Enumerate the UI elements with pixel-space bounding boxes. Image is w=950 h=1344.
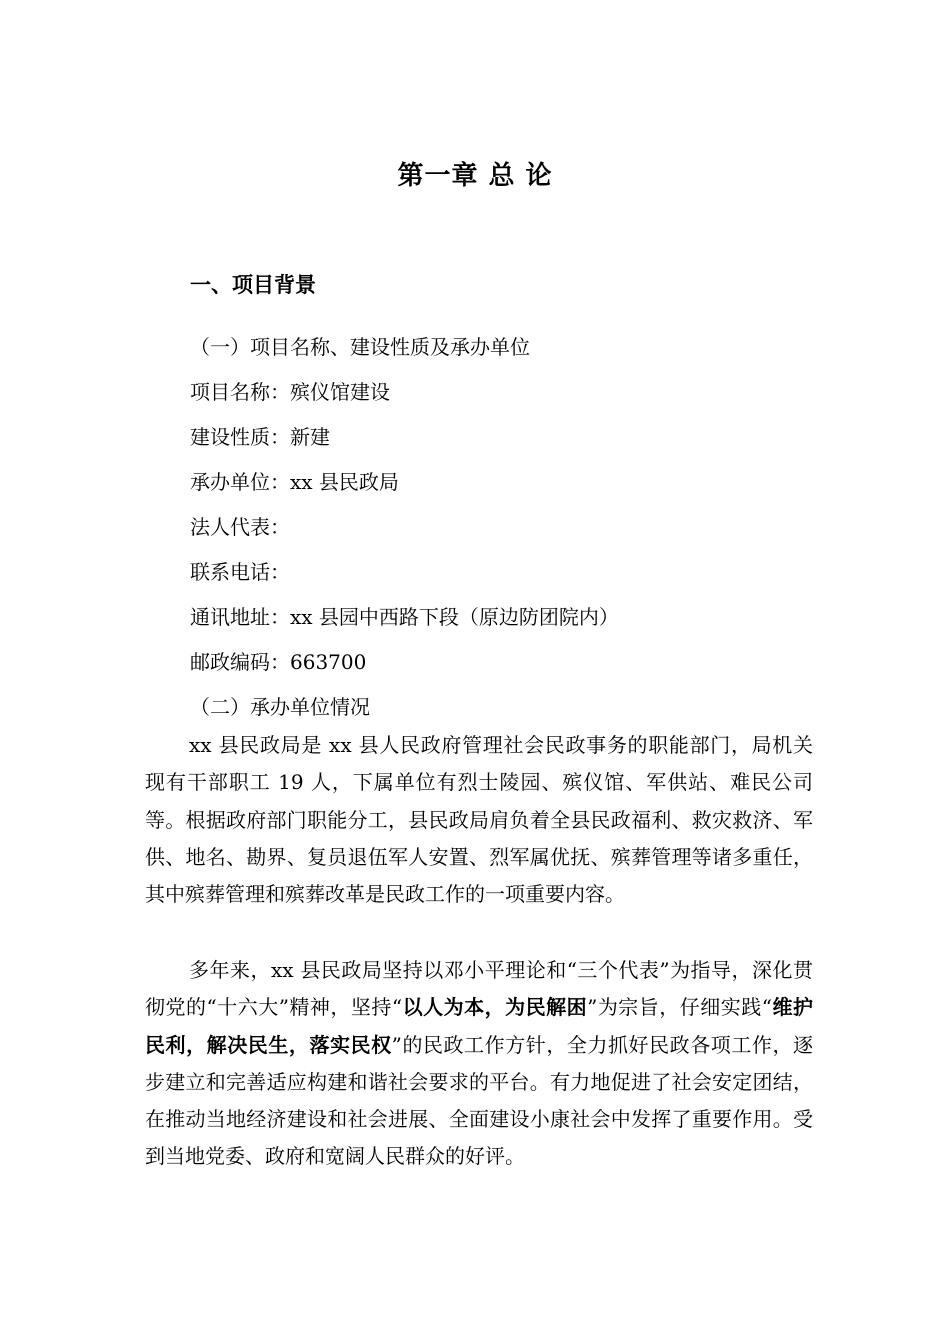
field-contact-phone	[190, 557, 290, 587]
paragraph-text: 多年来，xx 县民政局坚持以邓小平理论和“三个代表”为指导，深化贯彻党的“十六大”精神，坚持“	[145, 958, 813, 1020]
paragraph-text: ”为宗旨，仔细实践“	[587, 995, 773, 1020]
field-value: 新建	[290, 425, 330, 449]
bold-phrase: 以人为本，为民解困	[402, 995, 588, 1020]
field-label: 邮政编码：	[190, 650, 290, 674]
field-label: 法人代表：	[190, 515, 290, 539]
body-paragraph-1: xx 县民政局是 xx 县人民政府管理社会民政事务的职能部门，局机关现有干部职工 19 人，下属单位有烈士陵园、殡仪馆、军供站、难民公司等。根据政府部门职能分工，县民政局肩负着全县民政福利、救灾救济、军供、地名、勘界、复员退伍军人安置、烈军属优抚、殡葬管理等诸多重任，其中殡葬管理和殡葬改革是民政工作的一项重要内容。	[145, 733, 813, 907]
field-label: 建设性质：	[190, 425, 290, 449]
field-value: xx 县园中西路下段（原边防团院内）	[290, 605, 619, 629]
subsection-heading-2: （二）承办单位情况	[190, 695, 370, 719]
field-value: 663700	[290, 650, 367, 674]
field-postal-code	[190, 647, 366, 677]
field-project-name	[190, 377, 390, 407]
field-label: 通讯地址：	[190, 605, 290, 629]
field-legal-representative	[190, 512, 290, 542]
body-paragraph-2	[145, 952, 813, 1176]
field-label: 联系电话：	[190, 560, 290, 584]
field-value: xx 县民政局	[290, 470, 399, 494]
section-title: 一、项目背景	[190, 272, 316, 297]
field-construction-nature	[190, 422, 330, 452]
field-value: 殡仪馆建设	[290, 380, 390, 404]
field-address	[190, 602, 619, 632]
field-organizer	[190, 467, 399, 497]
chapter-title: 第一章 总 论	[397, 161, 553, 191]
bold-phrase: 维护民利，解决民生，落实民权	[145, 995, 814, 1057]
field-label: 项目名称：	[190, 380, 290, 404]
paragraph-text: ”的民政工作方针，全力抓好民政各项工作，逐步建立和完善适应构建和谐社会要求的平台。有力地促进了社会安定团结，在推动当地经济建设和社会进展、全面建设小康社会中发挥了重要作用。受到当地党委、政府和宽阔人民群众的好评。	[145, 1032, 813, 1169]
field-label: 承办单位：	[190, 470, 290, 494]
subsection-heading-1: （一）项目名称、建设性质及承办单位	[190, 335, 530, 359]
